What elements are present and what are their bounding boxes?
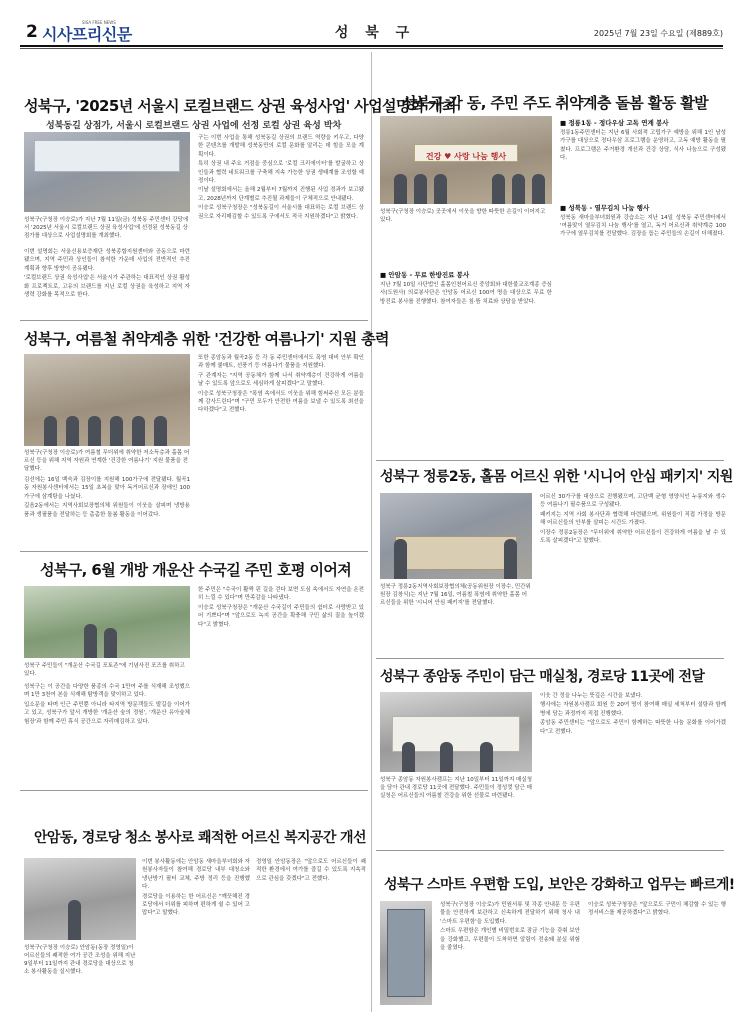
paragraph: 이번 봉사활동에는 안암동 새마을부녀회와 자원봉사자들이 참여해 경로당 내부 대청소와 냉난방기 필터 교체, 주방 정리 등을 진행했다. — [142, 859, 250, 891]
paragraph: 특히 상권 내 주요 거점을 중심으로 '로컬 크리에이터'를 발굴하고 상인들과 협력 네트워크를 구축해 지속 가능한 상권 생태계를 조성할 예정이다. — [198, 161, 364, 185]
article-body-col1 — [24, 248, 190, 314]
article-body-col1 — [380, 268, 552, 448]
article-photo — [380, 692, 532, 772]
banner-text: 건강 ♥ 사랑 나눔 행사 — [425, 152, 507, 162]
article-separator — [20, 551, 368, 552]
article-body-col2 — [540, 692, 726, 842]
article-title: 성북구, 여름철 취약계층 위한 '건강한 여름나기' 지원 총력 — [24, 330, 389, 348]
article-photo — [380, 493, 532, 579]
paragraph: 종암동 주민센터는 "앞으로도 주민이 함께하는 따뜻한 나눔 문화를 이어가겠다"고 전했다. — [540, 720, 726, 735]
article-body-col1 — [142, 858, 250, 1004]
article-photo — [24, 586, 190, 658]
article-separator — [376, 460, 724, 461]
article-body-col1 — [24, 476, 190, 546]
paragraph: 길음2동에서는 지역사회보장협의체 위원들이 이웃을 살피며 냉방용품과 생필품을 전달하는 등 촘촘한 돌봄 활동을 이어갔다. — [24, 503, 190, 518]
article-body-col2 — [540, 493, 726, 643]
article-photo — [380, 901, 432, 1005]
photo-caption: 성북구(구청장 이승로) 안암동(동장 정영일)이 어르신들의 쾌적한 여가 공간 조성을 위해 지난 9일부터 11일까지 관내 경로당을 대상으로 청소 봉사활동을 실시했다. — [24, 945, 136, 975]
article-body-col2 — [198, 354, 364, 546]
photo-caption: 성북구 정릉2동지역사회보장협의체(공동위원장 이장수, 민간위원장 김창식)는 지난 7월 16일, 여름철 폭염에 취약한 홀몸 어르신들을 위한 '시니어 안심 패키지'를 전달했다. — [380, 584, 531, 606]
section-head: ■ 정릉1동 - 정다우삼 고독 연계 봉사 — [560, 119, 669, 127]
article-body-col2 — [588, 901, 726, 1005]
article-title: 성북구 스마트 우편함 도입, 보안은 강화하고 업무는 빠르게! — [384, 877, 735, 893]
issue-date: 2025년 7월 23일 수요일 (제889호) — [593, 29, 723, 38]
paragraph: 입소문을 타며 인근 주민뿐 아니라 타지역 방문객들도 발길을 이어가고 있고, 성북구가 앞서 개방한 '개운산 숲의 정원', '개운산 유아숲체험장'과 함께 주민 휴식 공간으로 자리매김하고 있다. — [24, 701, 190, 725]
paragraph: 경로당을 이용하는 한 어르신은 "깨끗해진 경로당에서 더위를 피하며 편하게 쉴 수 있어 고맙다"고 말했다. — [142, 893, 250, 917]
paragraph: 정영일 안암동장은 "앞으로도 어르신들이 쾌적한 환경에서 여가를 즐길 수 있도록 지속적으로 관심을 갖겠다"고 전했다. — [256, 859, 366, 882]
header-rule-thin — [20, 48, 723, 49]
section-head: ■ 안암동 - 무료 한방진료 봉사 — [380, 271, 470, 279]
paragraph: 이웃 간 정을 나누는 뜻깊은 시간을 보냈다. — [540, 693, 643, 699]
paragraph: 성북구(구청장 이승로)가 민원서류 및 각종 안내문 등 우편물을 안전하게 보관하고 신속하게 전달하기 위해 청사 내 '스마트 우편함'을 도입했다. — [440, 902, 580, 925]
newspaper-logo: 시사프리신문 — [42, 25, 132, 44]
page-number: 2 — [26, 22, 38, 42]
paragraph: 이장수 정릉2동장은 "무더위에 취약한 어르신들이 건강하게 여름을 날 수 있도록 살피겠다"고 말했다. — [540, 529, 726, 545]
paragraph: 성북동 새마을부녀회원과 강습소는 지난 14일 성북동 주민센터에서 '여름맞이 열무김치 나눔 행사'를 열고, 독거 어르신과 취약계층 100가구에 열무김치를 전달했다. 김장을 돕는 주민들의 손길이 더해졌다. — [560, 214, 726, 238]
paragraph: 이승로 성북구청장은 "폭염 속에서도 이웃을 위해 힘써주신 모든 분들께 감사드린다"며 "구민 모두가 안전한 여름을 보낼 수 있도록 최선을 다하겠다"고 전했다. — [198, 390, 364, 414]
paragraph: 이승로 성북구청장은 "앞으로도 구민이 체감할 수 있는 행정서비스를 제공하겠다"고 밝혔다. — [588, 902, 726, 917]
paragraph: 구는 이번 사업을 통해 성북동길 상권의 브랜드 역량을 키우고, 다양한 콘텐츠를 개발해 성북동만의 로컬 문화를 알리는 데 힘을 모을 계획이다. — [198, 135, 364, 158]
article-title: 성북구, '2025년 서울시 로컬브랜드 상권 육성사업' 사업설명회 개최 — [24, 97, 457, 115]
paragraph: 한 주민은 "수국이 활짝 핀 길을 걷다 보면 도심 속에서도 자연을 온전히 느낄 수 있다"며 만족감을 나타냈다. — [198, 587, 364, 602]
paragraph: 지난 7월 10일 사단법인 홀몸인천어르신 중앙회와 대한불교조계종 증심사(도원사) 의료봉사단은 안암동 어르신 100여 명을 대상으로 무료 한방진료 봉사를 진행했다. 참여자들은 침·뜸 치료와 상담을 받았다. — [380, 282, 552, 305]
photo-caption: 성북구 주민들이 "개운산 수국길 포토존"에 기념사진 포즈를 취하고 있다. — [24, 663, 185, 677]
photo-caption: 성북구(구청장 이승로)가 지난 7월 11일(금) 성북동 주민센터 강당에서 '2025년 서울시 로컬브랜드 상권 육성사업'에 선정된 성북동길 상점가를 대상으로 사업설명회를 개최했다. — [24, 217, 189, 239]
paragraph: '로컬브랜드 상권 육성사업'은 서울시가 주관하는 대표적인 상권 활성화 프로젝트로, 고유의 브랜드를 지닌 로컬 상권을 육성하고 지역 자생력 강화를 목적으로 한다. — [24, 275, 190, 299]
article-body-col2 — [198, 586, 364, 784]
article-body-col2 — [560, 116, 726, 448]
column-divider — [371, 52, 372, 1012]
paragraph: 이날 설명회에서는 올해 2월부터 7월까지 진행된 사업 경과가 보고됐고, 2028년까지 단계별로 추진될 과제들이 구체적으로 안내됐다. — [198, 187, 364, 202]
paragraph: 어르신 30가구를 대상으로 진행됐으며, 고단백 균형 영양식인 누룽지와 생수 등 여름나기 필수품으로 구성됐다. — [540, 494, 726, 509]
paragraph: 정릉1동주민센터는 지난 6월 사회적 고립가구 예방을 위해 1인 남성가구를 대상으로 정다우삼 프로그램을 운영하고, 고독 예방 활동을 펼쳤다. 프로그램은 주거환경 개선과 건강 상담, 식사 나눔으로 구성됐다. — [560, 130, 726, 162]
article-title: 성북구 정릉2동, 홀몸 어르신 위한 '시니어 안심 패키지' 지원 — [380, 469, 733, 485]
article-separator — [20, 790, 368, 791]
photo-caption: 성북구 종암동 자원봉사캠프는 지난 10일부터 11일까지 매실청을 담아 관내 경로당 11곳에 전달했다. 주민들이 정성껏 담근 매실청은 어르신들의 여름철 건강을 위한 선물로 마련됐다. — [380, 777, 532, 799]
article-body-col2 — [198, 134, 364, 314]
article-body-col1 — [24, 683, 190, 783]
photo-caption: 성북구(구청장 이승로) 곳곳에서 이웃을 향한 따뜻한 손길이 이어지고 있다. — [380, 209, 546, 223]
article-photo — [24, 858, 136, 940]
paragraph: 이승로 성북구청장은 "개운산 수국길이 주민들의 쉼터로 사랑받고 있어 기쁘다"며 "앞으로도 녹지 공간을 확충해 구민 삶의 질을 높이겠다"고 밝혔다. — [198, 604, 364, 628]
section-head: ■ 성북동 - 열무김치 나눔 행사 — [560, 203, 650, 212]
paragraph: 성북구는 이 공간을 다양한 품종의 수국 1만여 주를 식재해 조성했으며 1만 3천여 본을 식재해 탐방객을 맞이하고 있다. — [24, 684, 190, 699]
article-title: 성북구 종암동 주민이 담근 매실청, 경로당 11곳에 전달 — [380, 669, 705, 685]
article-body-col2 — [256, 858, 366, 1004]
paragraph: 이번 설명회는 서울신용보증재단 성북종합지원센터와 공동으로 마련됐으며, 지역 주민과 상인들이 참석한 가운데 사업의 전반적인 추진 계획과 향후 방향이 공유됐다. — [24, 249, 190, 272]
article-title: 안암동, 경로당 청소 봉사로 쾌적한 어르신 복지공간 개선 — [34, 830, 366, 846]
article-photo — [24, 354, 190, 446]
paragraph: 스마트 우편함은 개인별 비밀번호로 잠금 기능을 갖춰 보안을 강화했고, 우편물이 도착하면 알림이 전송돼 분실 위험을 줄였다. — [440, 928, 580, 952]
article-title: 성북구 각 동, 주민 주도 취약계층 돌봄 활동 활발 — [402, 94, 708, 112]
paragraph: 이승로 성북구청장은 "성북동길이 서울시를 대표하는 로컬 브랜드 상권으로 자리매김할 수 있도록 구에서도 적극 지원하겠다"고 밝혔다. — [198, 205, 364, 220]
header-rule-thick — [20, 45, 723, 47]
article-body-col1 — [440, 901, 580, 1005]
paragraph: 패키지는 지역 사회 봉사단과 협력해 마련됐으며, 위원들이 직접 가정을 방문해 어르신들의 안부를 살피는 시간도 가졌다. — [540, 511, 726, 527]
photo-caption: 성북구(구청장 이승로)가 여름철 무더위에 취약한 저소득층과 홀몸 어르신 등을 위해 지역 자원과 연계한 '건강한 여름나기' 지원 물품을 전달했다. — [24, 450, 190, 472]
paragraph: 김선에는 16일 백숙과 김장이를 지원해 100가구에 전달됐다. 월곡1동 자원봉사센터에서는 15일 초복을 맞아 독거어르신과 장애인 100가구에 삼계탕을 나눴다. — [24, 477, 190, 500]
paragraph: 구 관계자는 "지역 공동체가 함께 나서 취약계층이 건강하게 여름을 날 수 있도록 앞으로도 세심하게 살피겠다"고 말했다. — [198, 372, 364, 388]
article-photo — [380, 116, 552, 204]
article-photo — [24, 132, 190, 212]
article-separator — [376, 658, 724, 659]
article-separator — [376, 850, 724, 851]
section-title: 성 북 구 — [334, 25, 416, 41]
paragraph: 행사에는 자원봉사캠프 회원 등 20여 명이 참여해 매실 세척부터 설탕과 함께 병에 담는 과정까지 직접 진행했다. — [540, 702, 726, 717]
article-title: 성북구, 6월 개방 개운산 수국길 주민 호평 이어져 — [40, 561, 352, 579]
article-separator — [20, 320, 368, 321]
article-subtitle: 성북동길 상점가, 서울시 로컬브랜드 상권 사업에 선정 로컬 상권 육성 박차 — [46, 121, 342, 131]
newspaper-logo-sub: SISA FREE NEWS — [82, 20, 116, 25]
paragraph: 또한 종암동과 월곡2동 등 각 동 주민센터에서도 폭염 대비 안부 확인과 함께 쿨매트, 선풍기 등 여름나기 물품을 지원했다. — [198, 355, 364, 370]
